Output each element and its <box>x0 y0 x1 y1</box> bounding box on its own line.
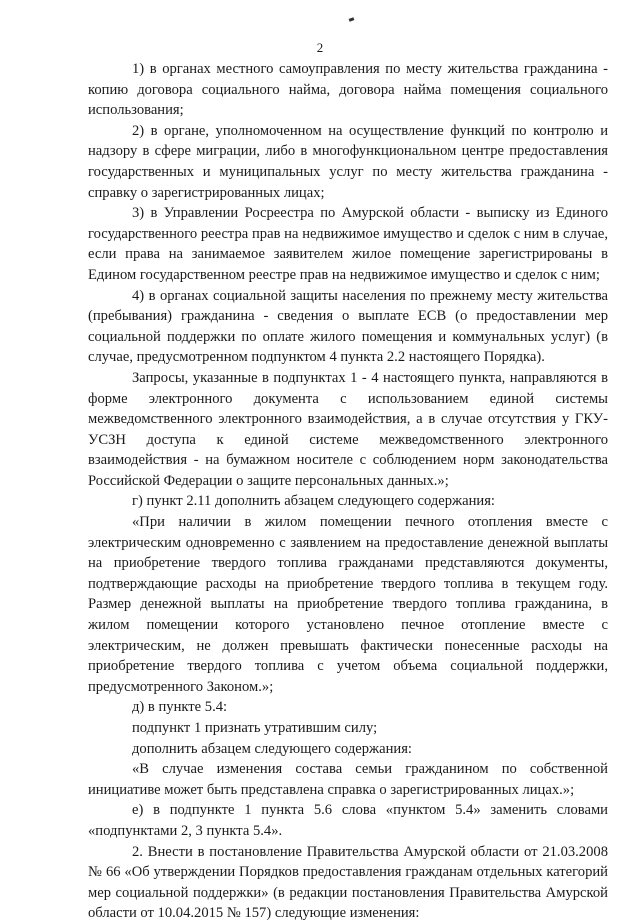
paragraph-e: е) в подпункте 1 пункта 5.6 слова «пунктом 5.4» заменить словами <box>132 802 608 819</box>
paragraph-e-continuation: «подпунктами 2, 3 пункта 5.4». <box>88 822 283 839</box>
paragraph-add: дополнить абзацем следующего содержания: <box>132 740 412 757</box>
paragraph-item-3: 3) в Управлении Росреестра по Амурской области - выписку из Единого государственного реестра прав на недвижимое имущество и сделок с ним в случае, если права на занимаемое заявителем жилое помещение зарегистрированы в Едином государственном реестре прав на недвижимое имущество и сделок с ним; <box>88 205 608 283</box>
paragraph-item-2: 2) в органе, уполномоченном на осуществление функций по контролю и надзору в сфере миграции, либо в многофункциональном центре предоставления государственных и муниципальных услуг по месту жительства гражданина - справку о зарегистрированных лицах; <box>88 122 608 201</box>
scan-mark <box>349 17 355 22</box>
paragraph-quote-family: «В случае изменения состава семьи гражданином по собственной инициативе может быть представлена справка о зарегистрированных лицах.»; <box>88 761 608 798</box>
paragraph-g: г) пункт 2.11 дополнить абзацем следующего содержания: <box>132 493 495 510</box>
document-body <box>88 59 608 924</box>
paragraph-item-4: 4) в органах социальной защиты населения по прежнему месту жительства (пребывания) гражданина - сведения о выплате ЕСВ (о предоставлении мер социальной поддержки по оплате жилого помещения и коммунальных услуг) (в случае, предусмотренном подпунктом 4 пункта 2.2 настоящего Порядка). <box>88 287 608 366</box>
paragraph-quote-heating: «При наличии в жилом помещении печного отопления вместе с электрическим одновременно с заявлением на предоставление денежной выплаты на приобретение твердого топлива гражданами представляются документы, подтверждающие расходы на приобретение твердого топлива в текущем году. Размер денежной выплаты на приобретение твердого топлива гражданина, в жилом помещении которого установлено печное отопление вместе с электрическим, не должен превышать фактически понесенные расходы на приобретение твердого топлива с учетом объема социальной поддержки, предусмотренного Законом.»; <box>88 514 608 695</box>
paragraph-2: 2. Внести в постановление Правительства Амурской области от 21.03.2008 № 66 «Об утверждении Порядков предоставления гражданам отдельных категорий мер социальной поддержки» (в редакции постановления Правительства Амурской области от 10.04.2015 № 157) следующие изменения: <box>88 843 608 922</box>
paragraph-requests: Запросы, указанные в подпунктах 1 - 4 настоящего пункта, направляются в форме электронного документа с использованием единой системы межведомственного электронного взаимодействия, а в случае отсутствия у ГКУ-УСЗН доступа к единой системе межведомственного электронного взаимодействия - на бумажном носителе с соблюдением норм законодательства Российской Федерации о защите персональных данных.»; <box>88 369 608 489</box>
paragraph-item-1: 1) в органах местного самоуправления по месту жительства гражданина - копию договора социального найма, договора найма помещения социального использования; <box>88 61 608 119</box>
paragraph-d: д) в пункте 5.4: <box>132 699 228 716</box>
paragraph-subitem-1: подпункт 1 признать утратившим силу; <box>132 720 378 736</box>
page-number: 2 <box>316 40 324 55</box>
